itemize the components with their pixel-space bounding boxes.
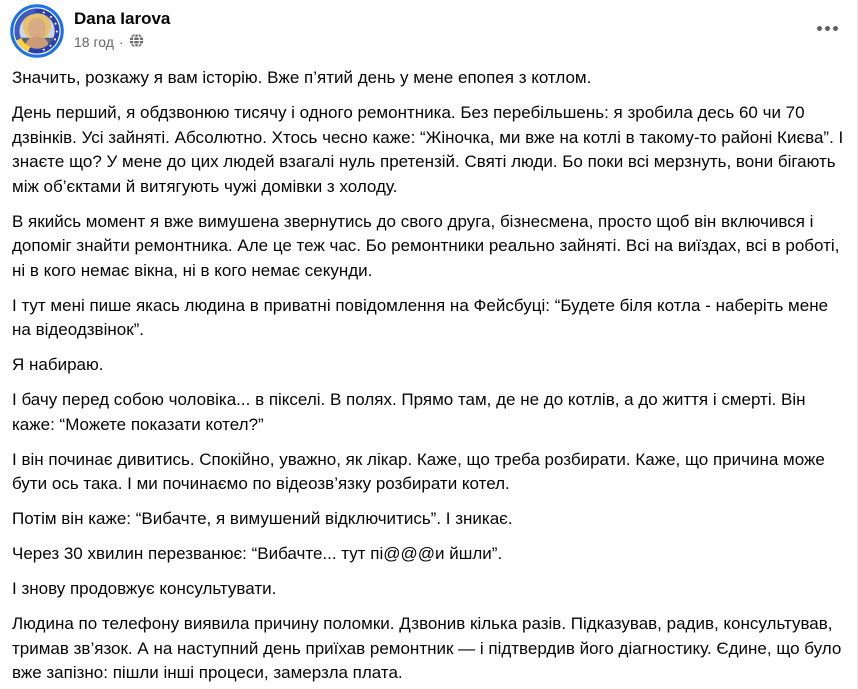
post-paragraph: День перший, я обдзвонюю тисячу і одного ремонтника. Без перебільшень: я зробила десь 60 чи 70 дзвінків. Усі зайняті. Абсолютно. Хтось чесно каже: “Жіночка, ми вже на котлі в такому-то районі Києва”. І знаєте що? У мене до цих людей взагалі нуль претензій. Святі люди. Бо поки всі мерзнуть, вони бігають між об’єктами й витягують чужі домівки з холоду. <box>12 103 844 196</box>
post-options-button[interactable] <box>815 20 840 37</box>
ellipsis-icon <box>825 26 830 31</box>
post-header <box>0 0 858 58</box>
post-paragraph: І він починає дивитись. Спокійно, уважно, як лікар. Каже, що треба розбирати. Каже, що причина може бути ось така. І ми починаємо по відеозв’язку розбирати котел. <box>12 449 825 493</box>
globe-icon <box>129 33 144 52</box>
ellipsis-icon <box>833 26 838 31</box>
post-paragraph: Через 30 хвилин перезванює: “Вибачте... тут пі@@@и йшли”. <box>12 544 503 563</box>
author-name[interactable]: Dana Iarova <box>74 9 171 28</box>
avatar[interactable] <box>10 4 64 58</box>
post-paragraph: І бачу перед собою чоловіка... в пікселі. В полях. Прямо там, де не до котлів, а до життя і смерті. Він каже: “Можете показати котел?” <box>12 390 806 434</box>
post-body <box>0 66 858 686</box>
post-paragraph: І знову продовжує консультувати. <box>12 579 277 598</box>
post-paragraph: Я набираю. <box>12 355 104 374</box>
ellipsis-icon <box>817 26 822 31</box>
post-meta <box>74 32 170 52</box>
post-paragraph: І тут мені пише якась людина в приватні повідомлення на Фейсбуці: “Будете біля котла - наберіть мене на відеодзвінок”. <box>12 295 829 339</box>
post-paragraph: В якийсь момент я вже вимушена звернутись до свого друга, бізнесмена, просто щоб він включився і допоміг знайти ремонтника. Але це теж час. Бо ремонтники реально зайняті. Всі на виїздах, всі в роботі, ні в кого немає вікна, ні в кого немає секунди. <box>12 211 840 280</box>
meta-separator: · <box>118 33 124 50</box>
post-paragraph: Значить, розкажу я вам історію. Вже п’ятий день у мене епопея з котлом. <box>12 68 592 87</box>
profile-photo-image <box>10 4 64 58</box>
post-paragraph: Потім він каже: “Вибачте, я вимушений відключитись”. І зникає. <box>12 509 513 528</box>
timestamp[interactable]: 18 год <box>74 33 114 50</box>
post-paragraph: Людина по телефону виявила причину поломки. Дзвонив кілька разів. Підказував, радив, консультував, тримав зв’язок. А на наступний день приїхав ремонтник — і підтвердив його діагностику. Єдине, що було вже запізно: пішли інші процеси, замерзла плата. <box>12 614 842 682</box>
header-text <box>74 4 170 52</box>
